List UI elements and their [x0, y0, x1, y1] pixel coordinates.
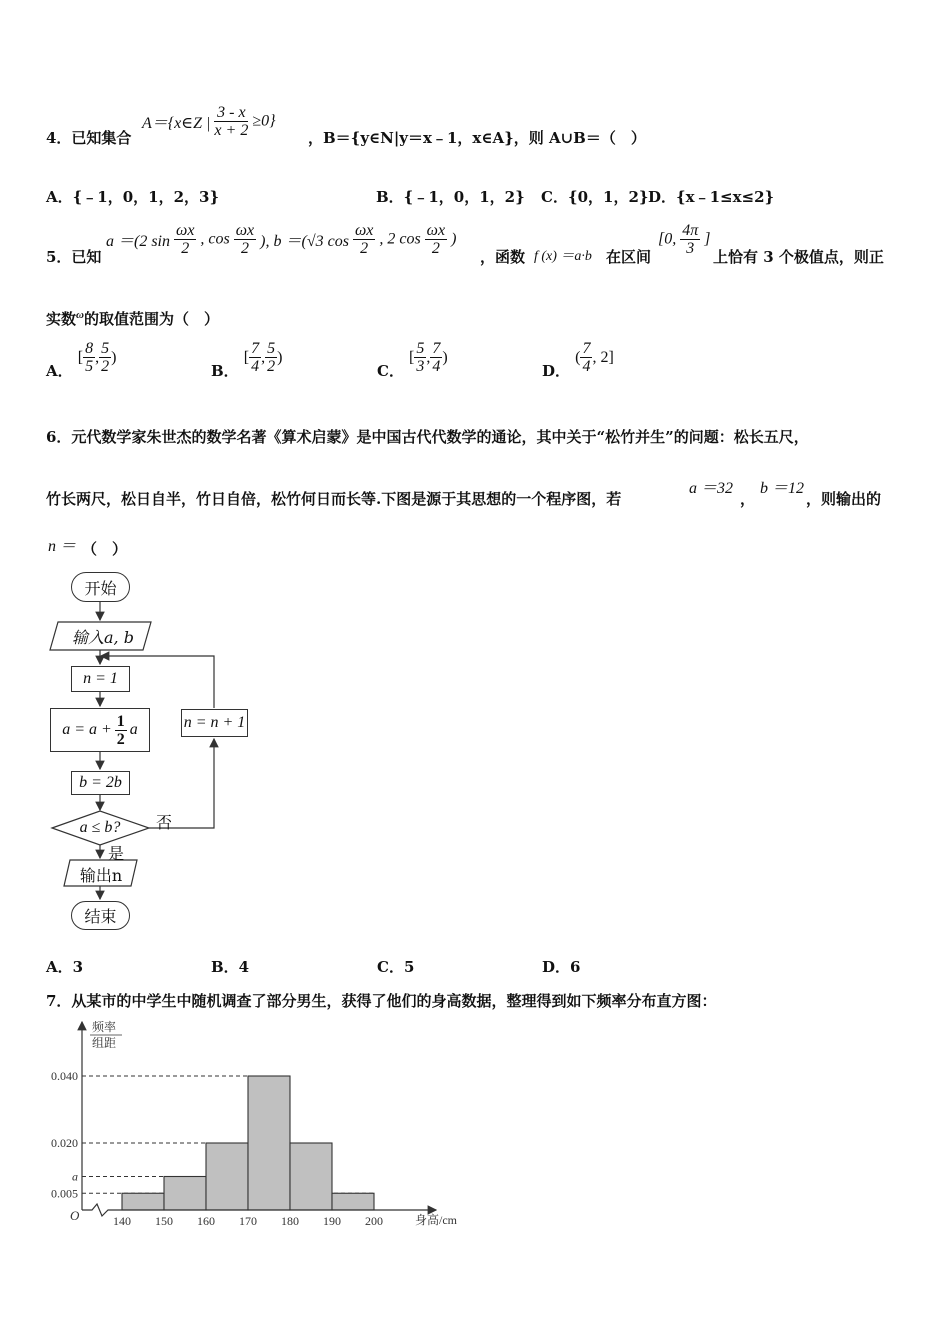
flow-no-label: 否 — [156, 813, 173, 832]
q5-option-a-lbracket: [ — [77, 349, 84, 366]
q5-frac-2-num: ωx — [235, 222, 255, 239]
q5-frac-1-den: 2 — [181, 240, 190, 257]
q4-rest: ，B＝{y∈N|y＝x﹣1，x∈A}，则 A∪B＝（ ） — [308, 129, 646, 147]
histogram-y-tick-1: 0.020 — [51, 1136, 78, 1150]
q5-option-c-label: C． — [377, 362, 404, 380]
q5-frac-4-den: 2 — [431, 240, 440, 257]
q5-func: f (x) ＝a·b — [534, 249, 592, 264]
q5-vec-b-close: ) — [451, 230, 457, 248]
histogram-x-tick-190: 190 — [323, 1214, 341, 1228]
flow-a-update-left: a = a + — [62, 721, 112, 738]
q5-option-d-d1: 4 — [582, 358, 591, 375]
flow-input-label: 输入a, b — [72, 628, 134, 647]
q5-option-c-d2: 4 — [432, 358, 441, 375]
q5-option-c-frac2 — [430, 340, 442, 375]
q5-interval-right: ] — [704, 230, 711, 248]
histogram-ylabel-bottom: 组距 — [92, 1036, 117, 1050]
flow-cond-label: a ≤ b? — [79, 819, 121, 836]
flow-end: 结束 — [71, 901, 130, 930]
q5-line2-text: 实数 — [46, 310, 77, 328]
q5-interval-text: 在区间 — [606, 248, 652, 266]
q5-tail: 上恰有 3 个极值点，则正 — [713, 248, 884, 266]
q5-option-c-n2: 7 — [432, 340, 441, 357]
q6-n-eq: n ＝ — [48, 538, 77, 555]
flow-a-update-frac — [115, 713, 127, 748]
q5-vec-a-mid: , cos — [200, 230, 230, 248]
q5-frac-4-num: ωx — [426, 222, 446, 239]
histogram-origin: O — [70, 1208, 80, 1223]
q5-option-a-comma: , — [95, 349, 100, 366]
q5-option-b-rbracket: ) — [277, 349, 283, 366]
q5-interval-den: 3 — [686, 240, 695, 257]
q4-option-a: A．{﹣1，0，1，2，3} — [46, 188, 220, 206]
flow-a-update-right: a — [129, 721, 138, 738]
q4-set-a-den: x + 2 — [214, 122, 249, 139]
flowchart-connectors — [0, 0, 300, 950]
histogram-bar-190-200 — [332, 1193, 374, 1210]
q6-comma: ， — [740, 490, 756, 508]
histogram-x-tick-150: 150 — [155, 1214, 173, 1228]
flow-n-init: n = 1 — [71, 666, 130, 692]
histogram-bar-170-180 — [248, 1076, 290, 1210]
q5-option-d-lbracket: ( — [575, 349, 581, 366]
q5-frac-3-den: 2 — [360, 240, 369, 257]
flow-a-update-den: 2 — [116, 730, 125, 748]
q5-interval-left: [0, — [658, 230, 677, 248]
q5-option-b-n2: 5 — [267, 340, 276, 357]
q5-option-b-label: B． — [211, 362, 239, 380]
q5-interval-frac — [680, 222, 700, 257]
q5-option-c-comma: , — [426, 349, 431, 366]
q4-set-a-num: 3 - x — [214, 104, 248, 122]
histogram-bar-140-150 — [122, 1193, 164, 1210]
q5-option-b-n1: 7 — [251, 340, 260, 357]
q5-interval — [658, 222, 710, 257]
q7-text: 7．从某市的中学生中随机调查了部分男生，获得了他们的身高数据，整理得到如下频率分布直方图： — [46, 992, 717, 1010]
q6-option-a: A．3 — [46, 958, 84, 976]
q6-line1: 6．元代数学家朱世杰的数学名著《算术启蒙》是中国古代代数学的通论，其中关于“松竹并生”的问题：松长五尺， — [46, 428, 809, 446]
q4-set-a-right: ≥0} — [252, 112, 276, 130]
q5-option-c-n1: 5 — [416, 340, 425, 357]
histogram-y-tick-3: 0.005 — [51, 1186, 78, 1201]
histogram-x-tick-180: 180 — [281, 1214, 299, 1228]
q5-option-a-label: A． — [46, 362, 73, 380]
q5-option-a-d1: 5 — [85, 358, 94, 375]
histogram — [0, 1010, 500, 1240]
q5-option-c-d1: 3 — [416, 358, 425, 375]
histogram-x-tick-140: 140 — [113, 1214, 131, 1228]
q6-paren: （ ） — [82, 540, 128, 558]
histogram-bar-160-170 — [206, 1143, 248, 1210]
q5-frac-1-num: ωx — [176, 222, 195, 239]
flow-start: 开始 — [71, 572, 130, 602]
flow-n-increment: n = n + 1 — [181, 709, 248, 737]
q6-line2: 竹长两尺，松日自半，竹日自倍，松竹何日而长等.下图是源于其思想的一个程序图，若 — [46, 490, 622, 508]
q5-interval-num: 4π — [682, 222, 699, 239]
flow-yes-label: 是 — [108, 844, 125, 863]
q5-option-c-rbracket: ) — [442, 349, 448, 366]
q5-option-d-n1: 7 — [582, 340, 591, 357]
q5-option-d-frac1 — [580, 340, 592, 375]
q4-option-c: C．{0，1，2} — [541, 188, 649, 206]
histogram-x-tick-170: 170 — [239, 1214, 257, 1228]
q5-option-d — [542, 340, 614, 381]
q5-frac-3 — [353, 222, 375, 257]
q5-option-c-frac1 — [414, 340, 426, 375]
q4-set-a-left: A＝{x∈Z | — [142, 115, 211, 132]
q5-option-b-d2: 2 — [267, 358, 276, 375]
q6-option-b: B．4 — [211, 958, 250, 976]
q5-option-a-n1: 8 — [85, 340, 94, 357]
q5-option-c — [377, 340, 448, 381]
q5-option-b-lbracket: [ — [243, 349, 250, 366]
q4-option-d: D．{x﹣1≤x≤2} — [648, 188, 775, 206]
histogram-x-ticks — [113, 1214, 383, 1228]
q4-label: 4．已知集合 — [46, 129, 132, 147]
flow-output-label: 输出n — [79, 866, 123, 885]
flow-a-update-num: 1 — [116, 712, 125, 730]
histogram-ylabel-top: 频率 — [92, 1020, 117, 1034]
q5-option-c-lbracket: [ — [409, 349, 415, 366]
q5-vec-b-mid: , 2 cos — [379, 230, 421, 248]
histogram-x-tick-160: 160 — [197, 1214, 215, 1228]
q6-a-value: a ＝32 — [689, 480, 734, 497]
q5-line2-tail: 的取值范围为（ ） — [83, 310, 219, 328]
histogram-y-ticks — [51, 1069, 78, 1200]
q5-frac-4 — [425, 222, 447, 257]
q6-option-c: C．5 — [377, 958, 415, 976]
q5-option-b-comma: , — [261, 349, 266, 366]
histogram-y-tick-0: 0.040 — [51, 1069, 78, 1083]
q5-func-text: ，函数 — [480, 248, 526, 266]
q6-line2-tail: ，则输出的 — [806, 490, 882, 508]
q5-option-a-rbracket: ) — [111, 349, 117, 366]
q6-option-d: D．6 — [542, 958, 581, 976]
q5-option-b-d1: 4 — [251, 358, 260, 375]
q4-option-b: B．{﹣1，0，1，2} — [376, 188, 525, 206]
q5-option-a-n2: 5 — [101, 340, 110, 357]
histogram-xlabel: 身高/cm — [415, 1213, 457, 1227]
q5-option-d-tail: , 2] — [592, 349, 614, 366]
flow-a-update — [50, 708, 150, 752]
q5-vec-a-prefix: a ＝(2 sin — [106, 233, 171, 250]
q5-vec-b-prefix: ), b ＝(√3 cos — [260, 233, 349, 250]
q5-frac-2-den: 2 — [240, 240, 249, 257]
q5-frac-3-num: ωx — [354, 222, 374, 239]
histogram-bar-180-190 — [290, 1143, 332, 1210]
q6-b-value: b ＝12 — [760, 480, 805, 497]
q5-option-d-label: D． — [542, 362, 571, 380]
flow-b-update: b = 2b — [71, 771, 130, 795]
q5-label: 5．已知 — [46, 248, 102, 266]
q5-option-a-d2: 2 — [101, 358, 110, 375]
histogram-y-tick-2: a — [72, 1169, 78, 1184]
histogram-x-tick-200: 200 — [365, 1214, 383, 1228]
q5-omega: ω — [76, 309, 84, 321]
histogram-bar-150-160 — [164, 1177, 206, 1211]
